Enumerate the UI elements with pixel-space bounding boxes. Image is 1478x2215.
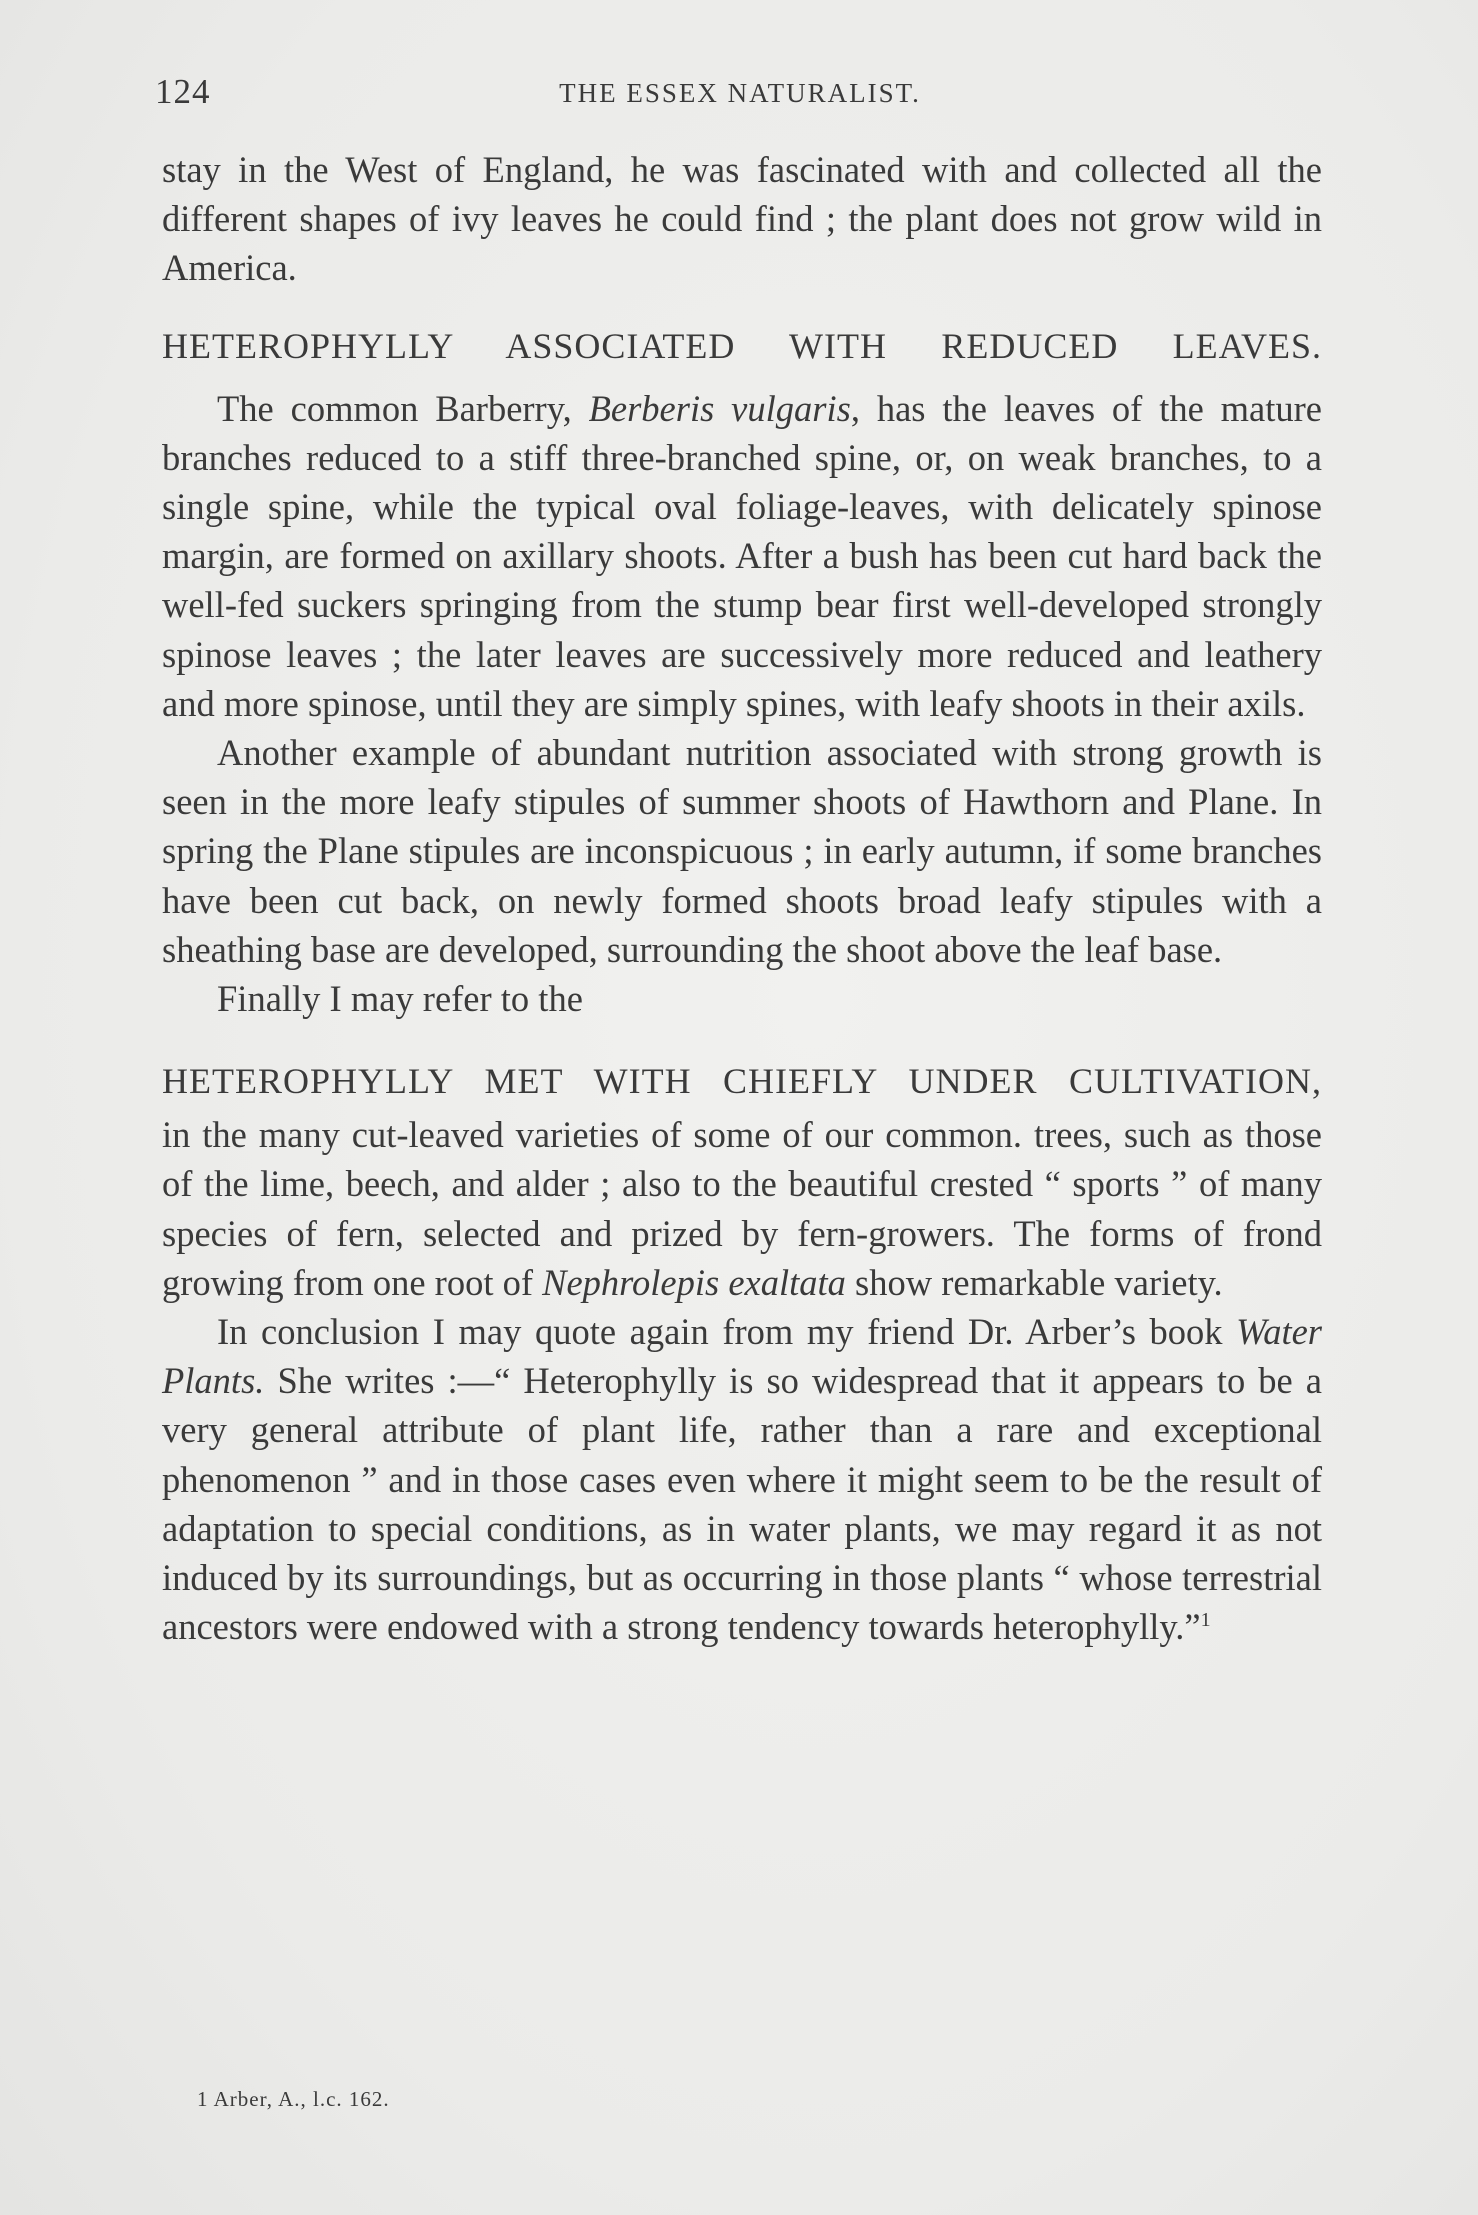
paragraph-stipules: Another example of abundant nutrition associated with strong growth is seen in the more leafy stipules of summer shoots of Hawthorn and Plane. In spring the Plane stipules are inconspicuous ; in early autumn, if some branches have been cut back, on newly formed shoots broad leafy stipules with a sheathing base are developed, surrounding the shoot above the leaf base. [162,732,1322,970]
paragraph-conclusion-rest: She writes :—“ Heterophylly is so widespread that it appears to be a very general attribute of plant life, rather than a rare and exceptional phenomenon ” and in those cases even where it might seem to be the result of adaptation to special conditions, as in water plants, we may regard it as not induced by its surroundings, but as occurring in those plants “ whose terrestrial ancestors were endowed with a strong tendency towards heterophylly.” [162,1360,1322,1648]
footnote-marker: 1 [1200,1609,1211,1632]
article-body [162,145,1322,1651]
paragraph-conclusion [162,1307,1322,1651]
paragraph-barberry [162,384,1322,728]
paragraph-cut-leaved-lead: in the many cut-leaved varieties of some of our common. trees, such as those of the lime, beech, and alder ; also to the beautiful crested “ sports ” of many species of fern, selected and prized by fern-growers. The forms of frond growing from one root of [162,1114,1322,1303]
book-title-water-plants: Water Plants. [162,1311,1322,1402]
paragraph-cut-leaved [162,1110,1322,1307]
paragraph-barberry-rest: , has the leaves of the mature branches reduced to a stiff three-branched spine, or, on weak branches, to a single spine, while the typical oval foliage-leaves, with delicately spinose margin, are formed on axillary shoots. After a bush has been cut hard back the well-fed suckers springing from the stump bear first well-developed strongly spinose leaves ; the later leaves are successively more reduced and leathery and more spinose, until they are simply spines, with leafy shoots in their axils. [162,387,1323,724]
page-number: 124 [155,72,211,111]
footnote: 1 Arber, A., l.c. 162. [197,2087,390,2111]
running-head [155,72,1325,112]
section-heading-cultivation: HETEROPHYLLY MET WITH CHIEFLY UNDER CULTIVATION, [162,1061,1322,1102]
section-heading-reduced-leaves: HETEROPHYLLY ASSOCIATED WITH REDUCED LEAVES. [162,325,1322,366]
paragraph-intro: stay in the West of England, he was fascinated with and collected all the different shapes of ivy leaves he could find ; the plant does not grow wild in America. [162,149,1322,289]
species-name-nephrolepis: Nephrolepis exaltata [542,1261,846,1303]
paragraph-barberry-lead: The common Barberry, [217,387,589,429]
paragraph-cut-leaved-rest: show remarkable variety. [845,1261,1223,1303]
paragraph-conclusion-lead: In conclusion I may quote again from my friend Dr. Arber’s book [217,1311,1237,1353]
species-name-berberis: Berberis vulgaris [588,387,851,429]
journal-title: THE ESSEX NATURALIST. [559,78,921,108]
paragraph-finally: Finally I may refer to the [217,978,583,1020]
